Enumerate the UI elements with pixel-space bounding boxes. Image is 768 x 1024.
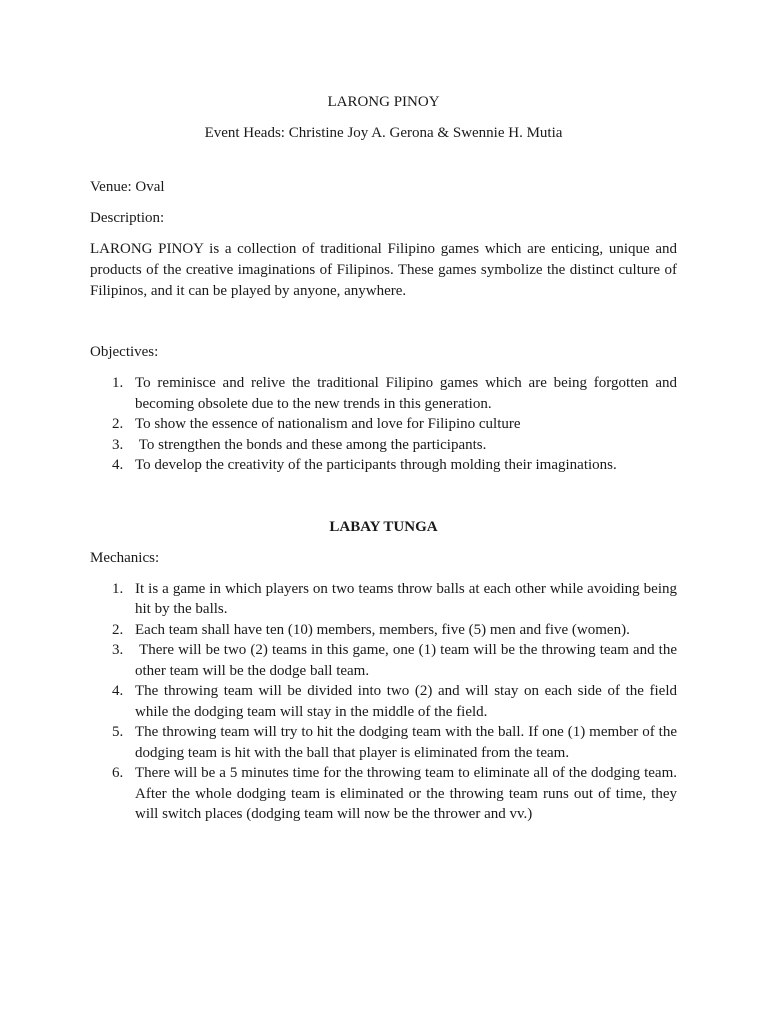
description-text: LARONG PINOY is a collection of traditional Filipino games which are enticing, unique and products of the creative imaginations of Filipinos. These games symbolize the distinct culture of Filipinos, and it can be played by anyone, anywhere. <box>90 241 677 299</box>
list-item <box>90 681 677 722</box>
mechanics-list <box>90 579 681 825</box>
list-item-text: There will be a 5 minutes time for the throwing team to eliminate all of the dodging team. After the whole dodging team is eliminated or the throwing team runs out of time, they will switch places (dodging team will now be the thrower and vv.) <box>135 765 677 822</box>
list-item-text: The throwing team will be divided into two (2) and will stay on each side of the field while the dodging team will stay in the middle of the field. <box>135 683 677 720</box>
list-item-text: To show the essence of nationalism and love for Filipino culture <box>135 416 521 432</box>
venue-line: Venue: Oval <box>90 179 165 195</box>
document-page <box>90 92 681 825</box>
list-item-number: 1. <box>112 580 124 597</box>
list-item-number: 3. <box>112 436 124 453</box>
list-item-number: 2. <box>112 416 124 432</box>
list-item-number: 4. <box>112 457 124 473</box>
list-item-number: 6. <box>112 765 124 781</box>
list-item-text: To develop the creativity of the participants through molding their imaginations. <box>135 457 617 473</box>
list-item-number: 4. <box>112 683 124 699</box>
list-item <box>90 763 677 825</box>
list-item-number: 2. <box>112 621 124 638</box>
mechanics-label: Mechanics: <box>90 549 160 566</box>
list-item <box>90 455 677 476</box>
document-title: LARONG PINOY <box>327 94 440 110</box>
list-item-text: It is a game in which players on two teams throw balls at each other while avoiding being hit by the balls. <box>135 580 677 617</box>
description-label: Description: <box>90 210 165 226</box>
objectives-list <box>90 373 677 476</box>
list-item-text: Each team shall have ten (10) members, members, five (5) men and five (women). <box>135 621 630 638</box>
event-heads: Event Heads: Christine Joy A. Gerona & Swennie H. Mutia <box>204 125 563 141</box>
list-item <box>90 414 677 435</box>
list-item <box>90 435 677 456</box>
list-item-number: 3. <box>112 642 124 658</box>
list-item-text: To reminisce and relive the traditional Filipino games which are being forgotten and becoming obsolete due to the new trends in this generation. <box>135 375 677 412</box>
list-item-text: There will be two (2) teams in this game, one (1) team will be the throwing team and the other team will be the dodge ball team. <box>135 642 681 679</box>
list-item-number: 1. <box>112 375 124 391</box>
list-item-text: To strengthen the bonds and these among the participants. <box>135 436 487 453</box>
list-item <box>90 722 677 763</box>
list-item <box>90 579 677 620</box>
objectives-label: Objectives: <box>90 344 159 360</box>
list-item <box>90 373 677 414</box>
list-item <box>90 620 677 641</box>
list-item-number: 5. <box>112 724 124 740</box>
list-item <box>90 640 681 681</box>
list-item-text: The throwing team will try to hit the dodging team with the ball. If one (1) member of the dodging team is hit with the ball that player is eliminated from the team. <box>135 724 677 761</box>
section-title: LABAY TUNGA <box>329 518 438 535</box>
